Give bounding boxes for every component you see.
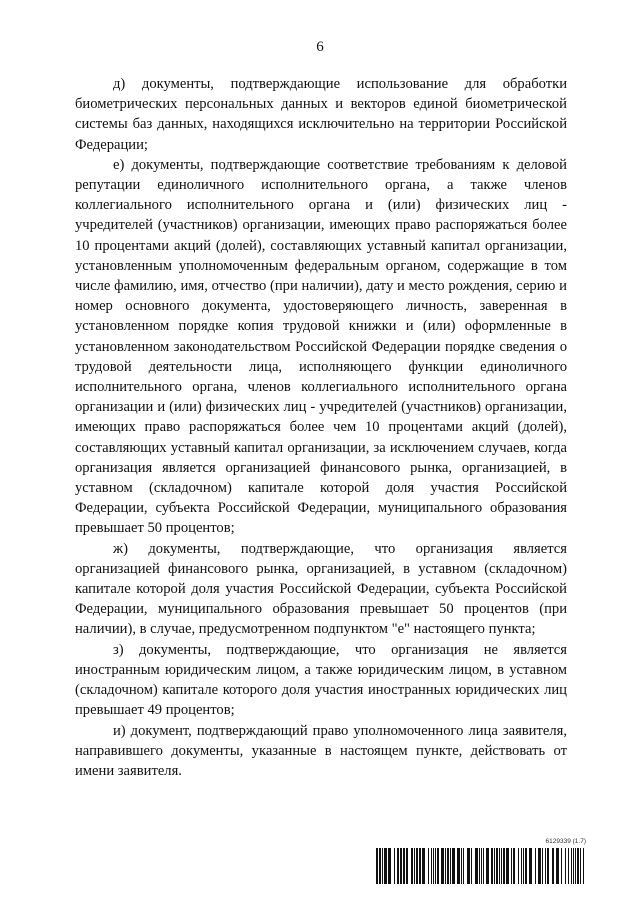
barcode-bar — [565, 848, 566, 884]
barcode-bar — [496, 848, 498, 884]
barcode-block — [376, 838, 586, 888]
paragraph-z: з) документы, подтверждающие, что организация не является иностранным юридическим лицом, а также юридическим лицом, в уставном (складочном) капитале которого доля участия иностранных юридических лиц превышает 49 процентов; — [75, 641, 567, 719]
barcode-bar — [577, 848, 579, 884]
barcode-bar — [411, 848, 413, 884]
barcode-bar — [580, 848, 581, 884]
barcode-bar — [384, 848, 387, 884]
barcode-bar — [471, 848, 472, 884]
barcode-bar — [568, 848, 569, 884]
barcode-bar — [428, 848, 429, 884]
barcode-bar — [403, 848, 405, 884]
barcode-bar — [483, 848, 484, 884]
barcode-bar — [481, 848, 482, 884]
barcode-bar — [379, 848, 381, 884]
barcode-bar — [486, 848, 489, 884]
barcode-bar — [538, 848, 541, 884]
barcode-bar — [435, 848, 436, 884]
barcode-bar — [501, 848, 502, 884]
barcode-bar — [575, 848, 576, 884]
barcode-bar — [525, 848, 527, 884]
barcode-bar — [521, 848, 522, 884]
barcode-bar — [511, 848, 512, 884]
barcode-bar — [416, 848, 418, 884]
barcode-bar — [494, 848, 495, 884]
paragraph-i: и) документ, подтверждающий право уполномоченного лица заявителя, направившего документы, указанные в настоящем пункте, действовать от имени заявителя. — [75, 722, 567, 779]
barcode-bar — [518, 848, 519, 884]
barcode-bar — [491, 848, 493, 884]
barcode-bar — [457, 848, 460, 884]
barcode-bar — [529, 848, 532, 884]
barcode-bar — [479, 848, 480, 884]
barcode-bar — [561, 848, 562, 884]
barcode-bar — [583, 848, 584, 884]
barcode-bar — [463, 848, 464, 884]
barcode-bar — [573, 848, 574, 884]
barcode-bar — [406, 848, 408, 884]
barcode-bar — [414, 848, 415, 884]
barcode-bar — [467, 848, 470, 884]
barcode-bar — [376, 848, 378, 884]
barcode-bar — [523, 848, 524, 884]
barcode-bar — [506, 848, 509, 884]
barcode-bar — [450, 848, 451, 884]
barcode-bar — [400, 848, 402, 884]
barcode-caption: 6129339 (1.7) — [545, 838, 586, 845]
page-number: 6 — [316, 39, 324, 55]
barcode-bar — [382, 848, 383, 884]
document-body — [75, 74, 567, 781]
barcode-bar — [452, 848, 455, 884]
barcode-bar — [419, 848, 421, 884]
barcode-bar — [441, 848, 444, 884]
paragraph-d: д) документы, подтверждающие использование для обработки биометрических персональных данных и векторов единой биометрической системы баз данных, находящихся исключительно на территории Российской Федерации; — [75, 76, 567, 153]
barcode-bar — [556, 848, 559, 884]
barcode-bar — [503, 848, 505, 884]
barcode-bar — [388, 848, 391, 884]
barcode-bar — [542, 848, 543, 884]
barcode-bar — [461, 848, 462, 884]
barcode-bar — [437, 848, 439, 884]
barcode-bar — [545, 848, 546, 884]
barcode-bar — [475, 848, 478, 884]
barcode-bar — [431, 848, 432, 884]
barcode-bar — [422, 848, 425, 884]
paragraph-zh: ж) документы, подтверждающие, что организация является организацией финансового рынка, организацией, в уставном (складочном) капитале которой доля участия Российской Федерации, субъекта Российской Федерации, муниципального образования превышает 50 процентов (при наличии), в случае, предусмотренном подпунктом "е" настоящего пункта; — [75, 540, 567, 638]
barcode-bar — [433, 848, 434, 884]
barcode-bar — [571, 848, 572, 884]
paragraph-e: е) документы, подтверждающие соответствие требованиям к деловой репутации единоличного исполнительного органа, а также членов коллегиального исполнительного органа и (или) физических лиц - учредителей (участников) организации, имеющих право распоряжаться более 10 процентами акций (долей), составляющих уставный капитал организации, установленным уполномоченным федеральным органом, содержащие в том числе фамилию, имя, отчество (при наличии), дату и место рождения, серию и номер основного документа, удостоверяющего личность, заверенная в установленном порядке копия трудовой книжки и (или) оформленные в установленном законодательством Российской Федерации порядке сведения о трудовой деятельности лица, исполняющего функции единоличного исполнительного органа, членов коллегиального исполнительного органа организации и (или) физических лиц - учредителей (участников) организации, имеющих право распоряжаться более чем 10 процентами акций (долей), составляющих уставный капитал организации, за исключением случаев, когда организация является организацией финансового рынка, организацией, в уставном (складочном) капитале которой доля участия Российской Федерации, субъекта Российской Федерации, муниципального образования превышает 50 процентов; — [75, 156, 567, 537]
barcode-bar — [547, 848, 549, 884]
barcode-bar — [445, 848, 446, 884]
barcode-bar — [513, 848, 515, 884]
barcode-bar — [394, 848, 395, 884]
barcode-bar — [535, 848, 536, 884]
barcode-bar — [552, 848, 554, 884]
barcode-bar — [499, 848, 500, 884]
barcode-graphic — [376, 848, 586, 884]
barcode-bar — [397, 848, 399, 884]
barcode-bar — [447, 848, 449, 884]
